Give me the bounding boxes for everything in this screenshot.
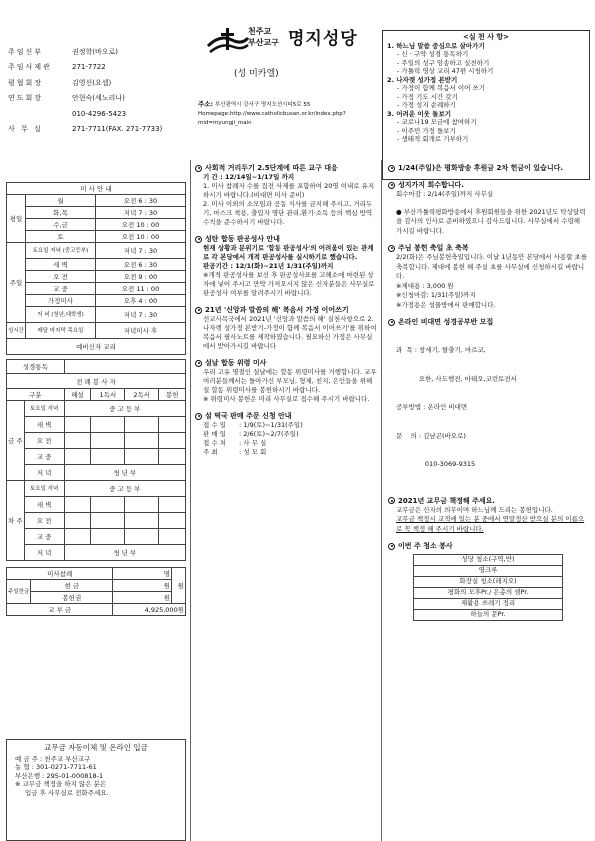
holy-hour-time: 저녁미사 후 [95, 323, 185, 339]
bank-transfer-box [6, 739, 186, 841]
notice-note: ※개적 판공성사를 보신 후 판공성사표를 고해소에 마련된 상자에 넣어 주시고 만약 가져오시지 않은 신자분들은 사무실로 판공성사 여부를 알려주시기 바랍니다. [203, 271, 375, 297]
sunday-offering-label: 주일헌금 [7, 580, 31, 604]
middle-column [190, 160, 382, 841]
mass-day: 화,목 [25, 207, 95, 219]
weekday-label: 평일 [7, 195, 26, 243]
notice-note: ※ 위령미사 봉헌은 미리 사무실로 접수해 주시기 바랍니다. [203, 395, 370, 403]
mass-count-unit: 명 [113, 568, 172, 580]
study-row: 010-3069-9315 [396, 460, 476, 468]
bullet-icon [195, 236, 202, 243]
bullet-icon [388, 543, 395, 550]
order-row [203, 430, 377, 439]
bullet-icon [388, 497, 395, 504]
mass-day: 오 전 [25, 271, 95, 283]
col-header: 2독서 [125, 389, 159, 401]
homepage-label: Homepage: [198, 111, 230, 117]
bullet-icon [195, 165, 202, 172]
study-row: 과 목 : 창세기, 탈출기, 마르코, [396, 346, 486, 354]
mass-time: 오전 6 : 30 [95, 259, 185, 271]
notice-paragraph: 현재 상황과 분위기로 '합동 판공성사'의 어려움이 있는 관계로 각 본당에서 개적 판공성사를 실시하기로 했습니다. [203, 244, 374, 261]
study-row: 문 의 : 김남곤(바오로) [396, 431, 466, 440]
staff-row [8, 91, 193, 107]
notice-cleaning [388, 542, 588, 621]
staff-value: 271-7711(FAX. 271-7733) [72, 125, 163, 134]
bullet-icon [388, 165, 395, 172]
mass-day: 토 [25, 231, 95, 243]
practice-item: - 코로나19 모금에 참여하기 [397, 118, 477, 126]
bank-line: 입금 후 사무실로 전화주세요. [25, 788, 109, 797]
cleaning-table [413, 554, 563, 621]
notice-list-item: ※가정용은 성물방에서 판매합니다. [396, 300, 496, 309]
total-unit: 원 [172, 580, 186, 592]
mass-day: 교 중 [25, 283, 95, 295]
envelope-unit: 원 [113, 592, 172, 604]
mass-title: 미 사 안 내 [7, 183, 186, 195]
order-row [203, 448, 377, 457]
mass-time: 오후 4 : 00 [95, 295, 185, 307]
notice-bible-study [388, 318, 588, 489]
bible-reading-label: 성경통독 [7, 360, 65, 374]
staff-value: 권정학(바오로) [72, 47, 119, 56]
notice-title: 사회적 거리두기 2.5단계에 따른 교구 대응 [205, 164, 338, 172]
cleaning-cell: 재활용 쓰레기 정리 [414, 599, 563, 610]
bank-line: 예 금 주 : 천주교 부산교구 [15, 754, 91, 763]
row-label: 교 중 [24, 529, 64, 545]
homepage-link[interactable]: http://www.catholicbusan.or.kr/index.php?mid=myungji_main [198, 111, 346, 126]
practice-item: - 가정 성지 순례하기 [397, 101, 456, 109]
notice-period: 기 간 : 12/14일~1/17일 까지 [203, 173, 295, 181]
order-value: : 사 무 실 [239, 439, 267, 447]
staff-value: 010-4296-5423 [72, 109, 127, 118]
bullet-icon [195, 413, 202, 420]
mass-day: 새 벽 [25, 259, 95, 271]
practice-item: - 가정이 함께 복음서 이어 쓰기 [397, 84, 486, 92]
duty-title: 전 례 봉 사 자 [7, 374, 186, 389]
notice-title: 21년 '신앙과 말씀의 해' 복음서 가정 이어쓰기 [205, 306, 349, 314]
right-column [384, 160, 592, 841]
notice-period: 판공기간 : 12/1(화)~21년 1/31(주일)까지 [203, 262, 334, 270]
staff-row [8, 106, 193, 122]
left-column [6, 182, 186, 616]
staff-value: 271-7722 [72, 63, 106, 72]
mass-time: 저녁 7 : 30 [95, 243, 185, 259]
practice-item: - 주일의 성구 암송하고 실천하기 [397, 58, 490, 67]
mass-time: 오전 9 : 00 [95, 271, 185, 283]
staff-row [8, 44, 193, 60]
church-logo-block [198, 22, 378, 162]
mass-day: 토요일 저녁 (중고등부) [25, 243, 95, 259]
practice-item: - 이주민 가정 돌보기 [397, 126, 456, 135]
order-value: : 성 모 회 [239, 448, 267, 456]
mass-time: 오전 11 : 00 [95, 283, 185, 295]
cleaning-cell: 성당 청소(구역,반) [414, 555, 563, 566]
liturgy-service-table [6, 359, 186, 561]
address-block [198, 100, 383, 128]
row-label: 새 벽 [24, 497, 64, 513]
cleaning-cell: 하늘의 문Pr. [414, 610, 563, 621]
mass-day: 저 녁 (청년,대학생) [25, 307, 95, 323]
order-row [203, 439, 377, 448]
row-label: 오 전 [24, 513, 64, 529]
row-label: 토요일 저녁 [24, 401, 64, 417]
offering-table [6, 567, 186, 616]
row-label: 저 녁 [24, 545, 64, 561]
mass-day: 가정미사 [25, 295, 95, 307]
notice-title: 2021년 교무금 책정해 주세요. [398, 496, 496, 505]
practice-item: - 생태적 회개로 기부하기 [397, 135, 469, 143]
holy-hour-day: 매달 마지막 목요일 [25, 323, 95, 339]
notice-paragraph: ● 부산가톨릭평화방송에서 후원회원들을 위한 2021년도 탁상달력을 감사의 인사로 준비하였으니 감사드립니다. 사무실에서 수령해 가시길 바랍니다. [396, 207, 586, 235]
envelope-label: 봉헌권 [31, 592, 113, 604]
notice-parish-fund [388, 497, 588, 535]
bullet-icon [195, 360, 202, 367]
youth-group-cell: 중 고 등 부 [64, 481, 185, 497]
church-subtitle: (성 미카엘) [234, 69, 279, 79]
col-header: 구분 [7, 389, 65, 401]
practice-heading: 1. 하느님 말씀 중심으로 살아가기 [387, 41, 485, 50]
church-name: 명지성당 [288, 29, 358, 49]
row-label: 새 벽 [24, 417, 64, 433]
church-emblem-icon [206, 26, 250, 60]
row-label: 오 전 [24, 433, 64, 449]
notice-rice-cake-order [195, 412, 377, 457]
notice-title: 1/24(주일)은 평화방송 후원금 2차 헌금이 있습니다. [398, 164, 563, 172]
young-adult-cell: 청 년 부 [64, 465, 185, 481]
address-text: 부산광역시 강서구 명지오션시티5로 55 [214, 102, 311, 108]
notice-title: 온라인 비대면 성경공부반 모집 [398, 318, 494, 326]
notice-gospel-copy [195, 306, 377, 351]
notice-confession [195, 235, 377, 298]
bank-transfer-title: 교무금 자동이체 및 온라인 입금 [44, 743, 148, 752]
notice-candle-blessing [388, 244, 588, 310]
mass-time: 저녁 7 : 30 [95, 307, 185, 323]
notice-calendar [388, 208, 588, 237]
week-label: 금 주 [7, 401, 25, 481]
bullet-icon [388, 245, 395, 252]
practice-title: <실 천 사 항> [462, 33, 510, 41]
mass-schedule-table [6, 182, 186, 355]
sunday-label: 주일 [7, 243, 26, 323]
notice-paragraph: 선교사목국에서 2021년 '신앙과 말씀의 해' 실천사항으로 2. 나자렛 성가정 본받기-가정이 함께 복음서 이어쓰기'를 위하여 복음서 필사노트를 제작하였습니다. 필요하신 가정은 사무실에서 받아가시길 바랍니다 [203, 315, 377, 350]
study-row: 공부방법 : 온라인 비대면 [396, 403, 468, 411]
bullet-icon [388, 182, 395, 189]
order-value: : 1/9(토)~1/31(주일) [239, 421, 303, 429]
staff-label: 주임사제관 [8, 63, 52, 72]
cleaning-cell: 화장실 청소(레지오) [414, 577, 563, 588]
practice-item: - 신 · 구약 성경 통독하기 [397, 50, 469, 58]
staff-label: 주임신부 [8, 47, 44, 56]
staff-label: 연도회장 [8, 94, 44, 103]
staff-list [8, 44, 193, 137]
notice-list-item: ※제대용 : 3,000 원 [396, 281, 454, 290]
practice-item: - 가정 기도 시간 갖기 [397, 92, 458, 101]
order-value: : 2/6(토)~2/7(주일) [239, 430, 299, 438]
order-key: 접 수 일 [203, 421, 226, 429]
notice-paragraph: 교무금은 신자의 의무이며 하느님께 드리는 봉헌입니다. [396, 505, 553, 514]
parish-fund-value: 4,925,000원 [113, 604, 186, 616]
notice-title: 성지가지 회수합니다. [398, 181, 464, 189]
notice-palm-collection [388, 181, 588, 200]
parish-fund-label: 교 부 금 [7, 604, 113, 616]
cash-label: 현 금 [31, 580, 113, 592]
mass-time: 오전 10 : 00 [95, 231, 185, 243]
practice-heading: 2. 나자렛 성가정 본받기 [387, 75, 458, 84]
order-row [203, 421, 377, 430]
cleaning-cell: 평화의 모후Pr./ 은총의 샘Pr. [414, 588, 563, 599]
notice-paragraph: 2/2(화)은 주님봉헌축일입니다. 이날 1년동안 본당에서 사용할 초를 축복합니다. 제대에 봉헌 해 주실 초를 사무실에 신청하시길 바랍니다. [396, 253, 588, 280]
bullet-icon [388, 319, 395, 326]
cash-unit: 원 [113, 580, 172, 592]
notice-paragraph: 2. 미사 이외의 소모임과 공동 식사를 금지해 주시고, 거리두기, 마스크 착용, 출입자 명단 관리,환기·소독 등의 핵심 방역수칙을 준수하시기 바랍니다. [203, 200, 373, 226]
notice-list-item: ※신청마감: 1/31(주일)까지 [396, 291, 476, 299]
notice-title: 성탄 합동 판공성사 안내 [205, 235, 280, 243]
notice-title: 이번 주 청소 봉사 [398, 542, 453, 550]
mass-time: 저녁 7 : 30 [95, 207, 185, 219]
notice-paragraph: 1. 미사 참례자 수를 집전 사제를 포함하여 20명 이내로 유지하시기 바랍니다.(비대면 미사 준비) [203, 182, 375, 199]
address-label: 주소: [198, 100, 214, 108]
bible-reading-value [64, 360, 185, 374]
order-key: 주 최 [203, 448, 218, 456]
order-key: 접 수 처 [203, 439, 226, 447]
bank-line: 농 협 : 301-0271-7711-61 [15, 763, 97, 771]
staff-row [8, 75, 193, 91]
notice-title: 설날 합동 위령 미사 [205, 359, 267, 367]
staff-value: 김영선(요셉) [72, 78, 112, 87]
row-label: 토요일 저녁 [24, 481, 64, 497]
notice-title: 설 떡국 판매 주문 신청 안내 [205, 412, 292, 420]
staff-row [8, 60, 193, 76]
practice-heading: 3. 어려운 이웃 돌보기 [387, 109, 452, 118]
row-label: 저 녁 [24, 465, 64, 481]
notice-distancing [195, 164, 377, 227]
staff-label: 평협회장 [8, 78, 44, 87]
youth-group-cell: 중 고 등 부 [64, 401, 185, 417]
week-label: 차 주 [7, 481, 25, 561]
notice-pbc-donation [388, 164, 588, 173]
staff-value: 안현숙(세노리나) [72, 94, 125, 103]
row-label: 교 중 [24, 449, 64, 465]
col-header: 해설 [64, 389, 91, 401]
bank-line: ※ 교무금 책정을 하지 않은 분은 [15, 780, 107, 788]
mass-count-label: 미사참례 [7, 568, 113, 580]
org-line-1: 천주교 [248, 27, 272, 36]
catechumen-label: 예비신자 교리 [7, 339, 186, 355]
notice-paragraph: 회수마감 : 2/14(주일)까지 사무실 [396, 190, 494, 198]
mass-day: 수,금 [25, 219, 95, 231]
holy-hour-label: 성시간 [7, 323, 26, 339]
bullet-icon [195, 307, 202, 314]
cleaning-cell: 영크루 [414, 566, 563, 577]
notice-memorial-mass [195, 359, 377, 404]
practice-items-box [382, 30, 590, 180]
staff-label: 사 무 실 [8, 125, 43, 134]
col-header: 1독서 [91, 389, 125, 401]
notice-title: 주님 봉헌 축일 초 축복 [398, 244, 469, 252]
practice-item: - 가톨릭 영상 교리 47편 시청하기 [397, 67, 494, 75]
order-key: 판 매 일 [203, 430, 226, 438]
mass-day: 월 [25, 195, 95, 207]
notice-paragraph: 교무금 책정시 교적에 있는 분 중에서 연말정산 받으실 분의 이름으로 꼭 책정 해 주시기 바랍니다. [396, 515, 585, 533]
col-header: 봉헌 [159, 389, 186, 401]
bank-line: 부산은행 : 295-01-000818-1 [15, 771, 104, 780]
mass-time: 오전 6 : 30 [95, 195, 185, 207]
mass-time: 오전 10 : 00 [95, 219, 185, 231]
study-row: 요한, 사도행전, 마태오,코린토전서 [396, 374, 517, 383]
young-adult-cell: 청 년 부 [64, 545, 185, 561]
staff-row [8, 122, 193, 138]
notice-paragraph: 우리 고유 명절인 설날에는 합동 위령미사를 거행합니다. 교우 여러분들께서는 돌아가신 부모님, 형제, 친지, 은인들을 위해 설 합동 위령미사를 봉헌하시기 바랍니다. [203, 368, 377, 394]
org-line-2: 부산교구 [248, 38, 279, 47]
